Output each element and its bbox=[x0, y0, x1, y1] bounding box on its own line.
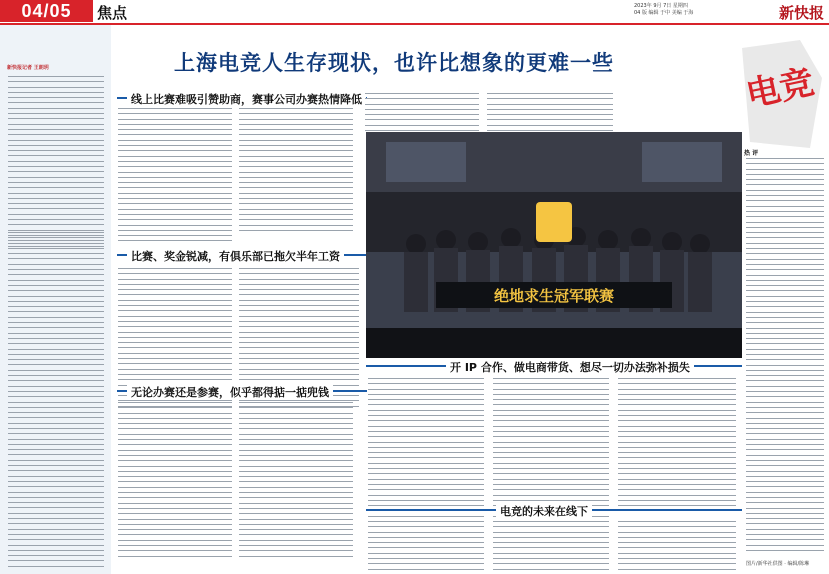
body-col-3a bbox=[118, 402, 232, 561]
photo-banner-text: 绝地求生冠军联赛 bbox=[493, 287, 615, 305]
issue-info-line2: 04 版 编辑 于中 美编 于海 bbox=[634, 10, 694, 16]
newspaper-logo: 新快报 bbox=[778, 4, 824, 22]
section-heading-5: 电竞的未来在线下 bbox=[366, 503, 742, 517]
sidebar-text-block-2 bbox=[8, 232, 104, 571]
body-col-1d bbox=[487, 93, 613, 135]
body-col-5a bbox=[368, 521, 484, 574]
body-col-4c bbox=[618, 378, 736, 510]
section-name: 焦点 bbox=[97, 4, 128, 22]
body-col-1b bbox=[239, 108, 353, 235]
sidebar-byline: 新快报记者 王朗玥 bbox=[7, 65, 49, 71]
issue-info bbox=[634, 3, 693, 17]
issue-info-line1: 2023年 9月 7日 星期四 bbox=[634, 3, 688, 9]
sidebar-text-block-1 bbox=[8, 76, 104, 251]
commentary-text bbox=[746, 158, 824, 555]
body-col-1c bbox=[365, 93, 479, 135]
header-rule bbox=[0, 23, 829, 25]
body-col-5c bbox=[618, 521, 736, 574]
commentary-tag: 热 评 bbox=[744, 150, 759, 157]
esports-graphic bbox=[740, 38, 824, 150]
body-col-1a bbox=[118, 108, 232, 246]
body-col-3b bbox=[239, 402, 353, 561]
section-heading-1: 线上比赛难吸引赞助商，赛事公司办赛热情降低 bbox=[117, 91, 367, 105]
section-heading-4: 开 IP 合作、做电商带货、想尽一切办法弥补损失 bbox=[366, 359, 742, 373]
article-title: 上海电竞人生存现状，也许比想象的更难一些 bbox=[174, 51, 614, 75]
body-col-5b bbox=[493, 521, 609, 574]
section-heading-2: 比赛、奖金锐减，有俱乐部已拖欠半年工资 bbox=[117, 248, 367, 262]
section-heading-3: 无论办赛还是参赛，似乎都得掂一掂兜钱 bbox=[117, 384, 367, 398]
event-photo bbox=[366, 132, 742, 358]
graphic-text: 电竞 bbox=[742, 62, 818, 116]
author-credit: 图片/新华社供图 · 编辑/陈琳 bbox=[746, 561, 810, 567]
date-badge: 04/05 bbox=[0, 0, 93, 22]
